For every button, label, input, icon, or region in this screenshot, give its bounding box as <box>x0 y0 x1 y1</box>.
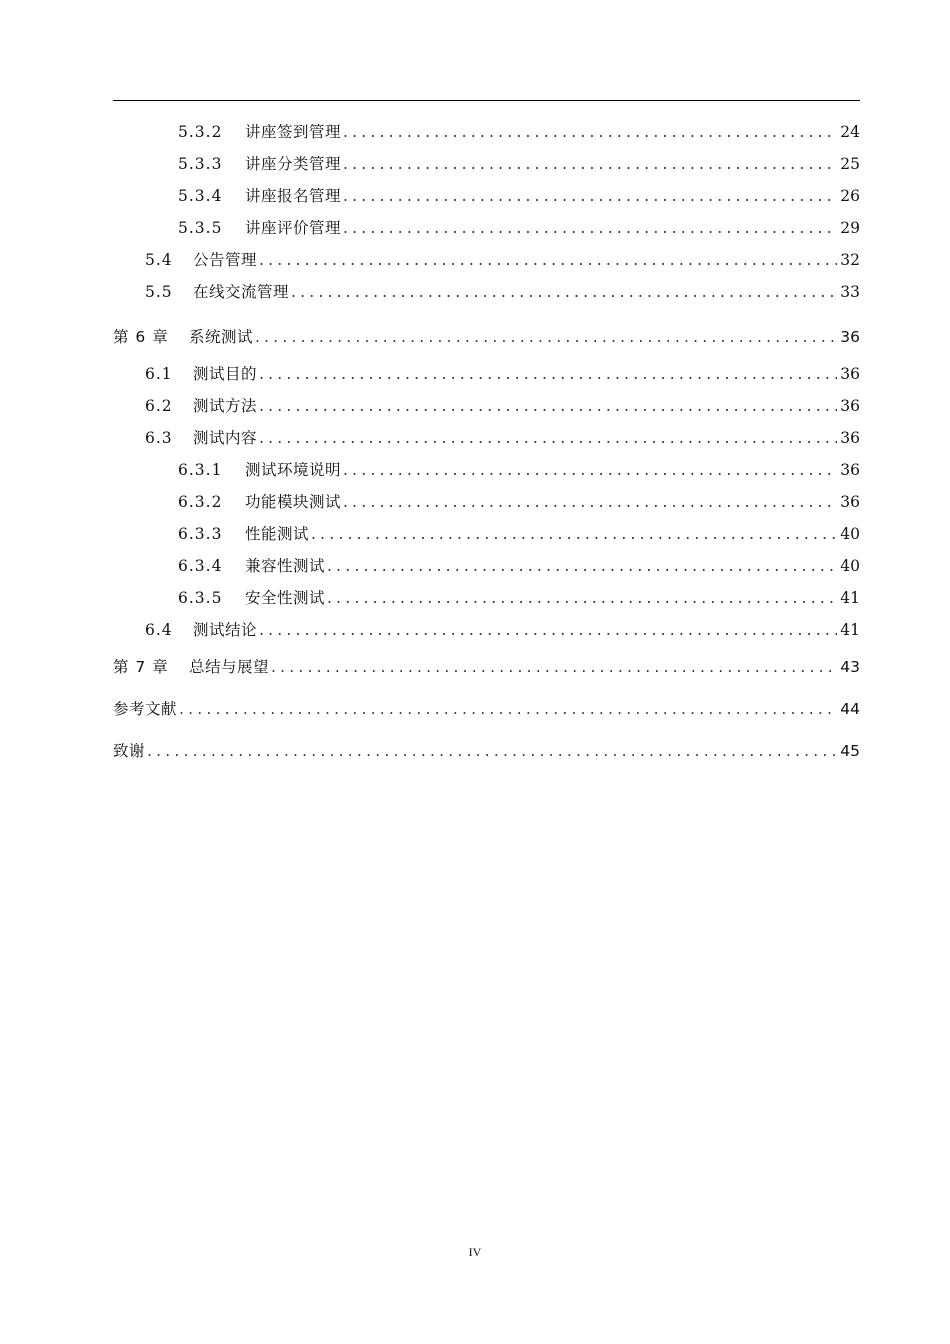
header-rule <box>113 100 860 101</box>
dot-leader <box>291 276 837 308</box>
toc-entry-page: 40 <box>840 557 860 575</box>
toc-entry-page: 44 <box>840 700 860 718</box>
toc-entry-5-4[interactable] <box>113 244 860 276</box>
toc-entry-6-1[interactable] <box>113 358 860 390</box>
toc-entry-5-5[interactable] <box>113 276 860 308</box>
toc-entry-title: 致谢 <box>113 742 146 760</box>
toc-entry-title: 总结与展望 <box>189 658 270 676</box>
dot-leader <box>343 148 837 180</box>
toc-entry-title: 测试环境说明 <box>245 461 342 479</box>
dot-leader <box>343 180 837 212</box>
toc-acknowledgements[interactable] <box>113 730 860 772</box>
toc-entry-number: 6.3.5 <box>178 589 223 607</box>
toc-entry-number: 6.3.1 <box>178 461 223 479</box>
toc-entry-number: 6.3.3 <box>178 525 223 543</box>
toc-chapter-7[interactable] <box>113 646 860 688</box>
toc-entry-title: 测试方法 <box>193 397 258 415</box>
toc-entry-number: 5.3.5 <box>178 219 223 237</box>
toc-entry-page: 36 <box>840 493 860 511</box>
toc-entry-title: 测试结论 <box>193 621 258 639</box>
toc-entry-5-3-4[interactable] <box>113 180 860 212</box>
toc-entry-page: 36 <box>840 365 860 383</box>
toc-entry-number: 6.1 <box>145 365 173 383</box>
toc-entry-number: 5.5 <box>145 283 173 301</box>
toc-entry-title: 讲座分类管理 <box>245 155 342 173</box>
toc-entry-title: 安全性测试 <box>245 589 326 607</box>
dot-leader <box>259 358 837 390</box>
toc-entry-6-3[interactable] <box>113 422 860 454</box>
toc-entry-number: 6.4 <box>145 621 173 639</box>
dot-leader <box>327 550 837 582</box>
toc-entry-6-3-1[interactable] <box>113 454 860 486</box>
toc-entry-number: 第 6 章 <box>113 328 169 346</box>
dot-leader <box>343 486 837 518</box>
table-of-contents <box>113 116 860 772</box>
toc-entry-title: 在线交流管理 <box>193 283 290 301</box>
dot-leader <box>259 614 837 646</box>
toc-entry-6-3-5[interactable] <box>113 582 860 614</box>
toc-entry-6-2[interactable] <box>113 390 860 422</box>
toc-entry-title: 性能测试 <box>245 525 310 543</box>
dot-leader <box>343 454 837 486</box>
toc-entry-page: 29 <box>840 219 860 237</box>
toc-entry-number: 5.3.2 <box>178 123 223 141</box>
toc-entry-page: 26 <box>840 187 860 205</box>
toc-entry-page: 33 <box>840 283 860 301</box>
toc-entry-number: 第 7 章 <box>113 658 169 676</box>
toc-chapter-6[interactable] <box>113 316 860 358</box>
toc-entry-page: 41 <box>840 589 860 607</box>
toc-references[interactable] <box>113 688 860 730</box>
toc-entry-page: 25 <box>840 155 860 173</box>
toc-entry-page: 36 <box>840 328 860 346</box>
toc-entry-title: 系统测试 <box>189 328 254 346</box>
toc-entry-number: 5.3.4 <box>178 187 223 205</box>
toc-entry-5-3-3[interactable] <box>113 148 860 180</box>
toc-entry-title: 功能模块测试 <box>245 493 342 511</box>
toc-entry-page: 40 <box>840 525 860 543</box>
toc-entry-title: 公告管理 <box>193 251 258 269</box>
toc-entry-page: 41 <box>840 621 860 639</box>
toc-entry-number: 6.3.4 <box>178 557 223 575</box>
toc-entry-title: 讲座签到管理 <box>245 123 342 141</box>
dot-leader <box>259 244 837 276</box>
dot-leader <box>327 582 837 614</box>
toc-entry-6-4[interactable] <box>113 614 860 646</box>
toc-entry-6-3-4[interactable] <box>113 550 860 582</box>
toc-entry-title: 讲座评价管理 <box>245 219 342 237</box>
toc-entry-6-3-2[interactable] <box>113 486 860 518</box>
toc-entry-title: 测试内容 <box>193 429 258 447</box>
toc-entry-number: 6.2 <box>145 397 173 415</box>
toc-entry-6-3-3[interactable] <box>113 518 860 550</box>
toc-entry-number: 5.4 <box>145 251 173 269</box>
toc-entry-page: 36 <box>840 429 860 447</box>
dot-leader <box>271 646 837 688</box>
toc-entry-title: 兼容性测试 <box>245 557 326 575</box>
toc-entry-page: 45 <box>840 742 860 760</box>
toc-entry-page: 24 <box>840 123 860 141</box>
toc-entry-number: 6.3.2 <box>178 493 223 511</box>
toc-entry-title: 讲座报名管理 <box>245 187 342 205</box>
toc-entry-number: 6.3 <box>145 429 173 447</box>
dot-leader <box>259 390 837 422</box>
dot-leader <box>311 518 837 550</box>
dot-leader <box>147 730 837 772</box>
toc-entry-page: 36 <box>840 397 860 415</box>
toc-entry-5-3-5[interactable] <box>113 212 860 244</box>
page-number-footer: IV <box>468 1245 482 1259</box>
toc-entry-page: 32 <box>840 251 860 269</box>
dot-leader <box>343 116 837 148</box>
toc-entry-5-3-2[interactable] <box>113 116 860 148</box>
toc-entry-page: 43 <box>840 658 860 676</box>
dot-leader <box>343 212 837 244</box>
toc-entry-page: 36 <box>840 461 860 479</box>
dot-leader <box>255 316 837 358</box>
toc-entry-title: 参考文献 <box>113 700 178 718</box>
dot-leader <box>259 422 837 454</box>
dot-leader <box>179 688 837 730</box>
toc-entry-number: 5.3.3 <box>178 155 223 173</box>
toc-entry-title: 测试目的 <box>193 365 258 383</box>
